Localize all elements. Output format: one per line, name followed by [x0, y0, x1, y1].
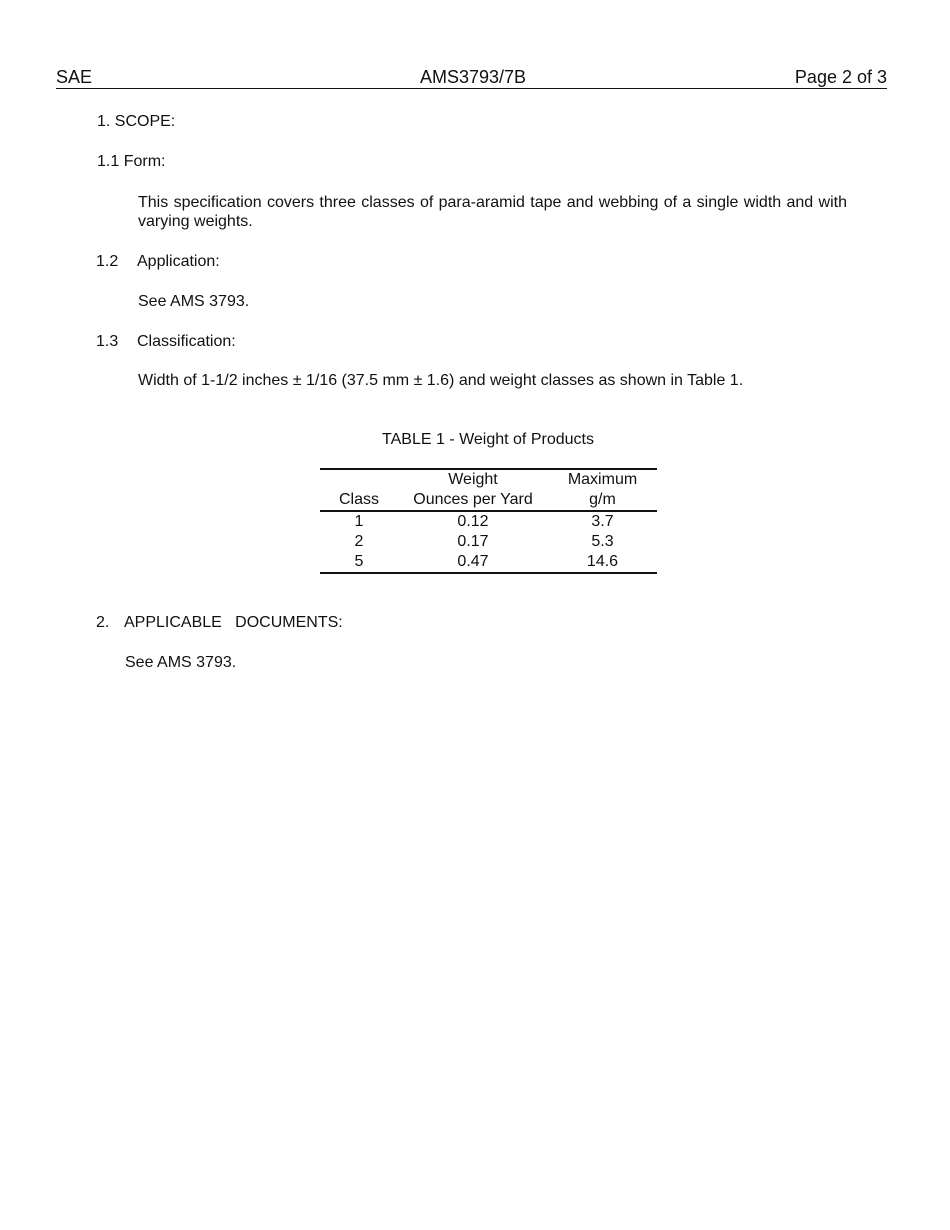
page-header: [56, 66, 887, 89]
section-1-3-text: Width of 1-1/2 inches ± 1/16 (37.5 mm ± 1.6) and weight classes as shown in Table 1.: [138, 372, 744, 389]
table-cell: 3.7: [591, 513, 614, 530]
table-row: [320, 552, 657, 573]
table-caption: TABLE 1 - Weight of Products: [382, 431, 594, 448]
table-cell: 0.12: [457, 513, 489, 530]
section-1-2-text: See AMS 3793.: [138, 293, 250, 310]
table-cell: 5: [320, 552, 398, 573]
section-2-number: 2.: [96, 614, 110, 631]
header-org: SAE: [56, 67, 93, 87]
table-header-row: [320, 469, 657, 490]
section-1-3-number: 1.3: [96, 333, 119, 350]
header-page-number: Page 2 of 3: [794, 67, 887, 87]
column-header: Ounces per Yard: [398, 490, 548, 511]
section-1-2-title: Application:: [137, 253, 220, 270]
table-cell: 2: [354, 533, 364, 550]
section-1-1-heading: 1.1 Form:: [97, 153, 166, 170]
table-row: [320, 532, 657, 552]
table-row: [320, 511, 657, 532]
table-cell: 5.3: [591, 533, 614, 550]
column-header: [320, 469, 398, 490]
table-cell: 14.6: [548, 552, 657, 573]
column-header: Maximum: [548, 469, 657, 490]
column-header: g/m: [548, 490, 657, 511]
weight-table: [320, 468, 657, 574]
table-cell: 0.17: [457, 533, 489, 550]
table-cell: 1: [354, 513, 364, 530]
column-header: Class: [320, 490, 398, 511]
section-1-heading: 1. SCOPE:: [97, 113, 176, 130]
section-1-3-title: Classification:: [137, 333, 236, 350]
table-header-row: [320, 490, 657, 511]
column-header: Weight: [398, 469, 548, 490]
section-1-2-number: 1.2: [96, 253, 119, 270]
section-2-text: See AMS 3793.: [125, 654, 237, 671]
section-1-1-text: This specification covers three classes of para-aramid tape and webbing of a single width and with varying weights.: [138, 194, 847, 230]
section-2-title: APPLICABLE DOCUMENTS:: [124, 614, 343, 631]
table-cell: 0.47: [398, 552, 548, 573]
header-doc-number: AMS3793/7B: [420, 67, 527, 87]
